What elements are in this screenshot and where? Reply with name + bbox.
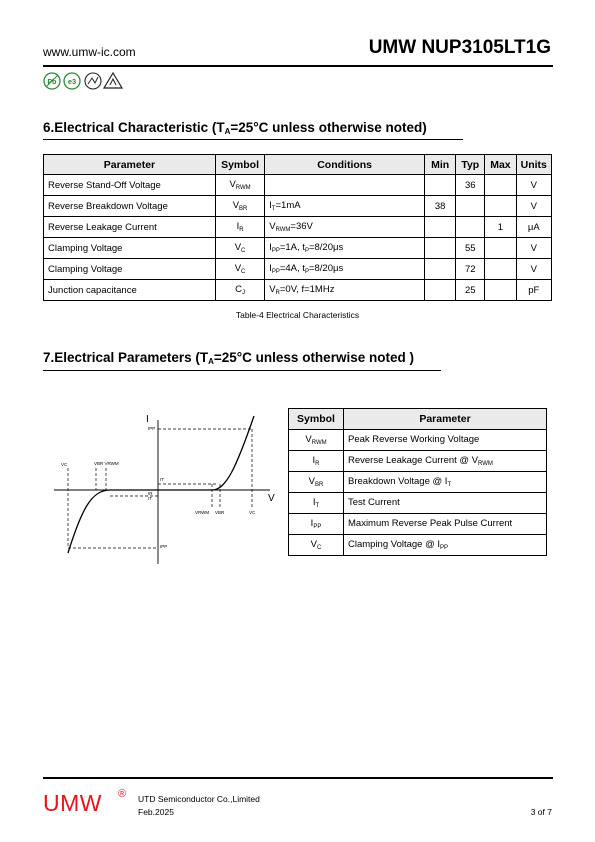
table-row [44,238,552,259]
parameter-cell: Reverse Stand-Off Voltage [44,175,216,196]
col-header-max: Max [485,155,516,175]
ipp-top-label: IPP [148,426,156,431]
min-cell [425,175,456,196]
section-6-heading: 6.Electrical Characteristic ($T_A=25^\circ C$ unless otherwise noted) [43,120,427,136]
col-header-parameter: Parameter [44,155,216,175]
table-row [289,472,547,493]
section-6-underline [43,139,463,140]
symbol-cell: $V_C$ [215,238,264,259]
max-cell [485,196,516,217]
symbol-cell: $V_{RWM}$ [215,175,264,196]
header-rule [43,65,553,67]
company-name: UTD Semiconductor Co.,Limited [138,794,260,804]
units-cell: pF [516,280,551,301]
svg-text:Pb: Pb [47,79,57,86]
typ-cell: 72 [456,259,485,280]
parameter-cell: Test Current [344,493,547,514]
table-row [44,280,552,301]
table-row [289,493,547,514]
axis-v-label: V [268,493,275,504]
symbol-cell: $I_T$ [289,493,344,514]
symbol-cell: $V_C$ [215,259,264,280]
table-row [44,196,552,217]
vc-right-label: VC [249,510,256,515]
col-header-symbol: Symbol [215,155,264,175]
registered-mark: ® [118,788,127,800]
it-bottom-label: IT [148,496,152,501]
conditions-cell: $I_T=1mA$ [265,196,425,217]
ipp-bottom-label: IPP [160,544,168,549]
col-header-parameter: Parameter [344,409,547,430]
conditions-cell: $I_{PP}=1A$, $t_P=8/20\mu s$ [265,238,425,259]
parameter-cell: Maximum Reverse Peak Pulse Current [344,514,547,535]
max-cell [485,280,516,301]
svg-text:e3: e3 [67,77,77,86]
esd-warning-icon [104,73,122,88]
units-cell: μA [516,217,551,238]
parameter-cell: Breakdown Voltage @ $I_T$ [344,472,547,493]
parameter-cell: Clamping Voltage [44,238,216,259]
typ-cell [456,196,485,217]
symbol-cell: $V_{BR}$ [289,472,344,493]
table-row [289,451,547,472]
typ-cell [456,217,485,238]
col-header-symbol: Symbol [289,409,344,430]
table-row [289,514,547,535]
min-cell [425,217,456,238]
units-cell: V [516,238,551,259]
max-cell [485,238,516,259]
min-cell: 38 [425,196,456,217]
page-number: 3 of 7 [530,807,552,817]
axis-i-label: I [146,414,149,425]
conditions-cell [265,175,425,196]
symbol-cell: $V_{RWM}$ [289,430,344,451]
conditions-cell: $V_{RWM}=36V$ [265,217,425,238]
table-row [289,535,547,556]
col-header-typ: Typ [456,155,485,175]
table-row [44,259,552,280]
units-cell: V [516,259,551,280]
parameter-cell: Peak Reverse Working Voltage [344,430,547,451]
symbol-cell: $I_R$ [215,217,264,238]
symbol-cell: $I_R$ [289,451,344,472]
vc-left-label: VC [61,462,68,467]
min-cell [425,259,456,280]
vbr-vrwm-label: VBR VRWM [94,461,119,466]
it-top-label: IT [160,477,164,482]
table-4-caption: Table-4 Electrical Characteristics [235,310,360,320]
typ-cell: 25 [456,280,485,301]
max-cell [485,175,516,196]
umw-logo: UMW [43,790,102,816]
max-cell: 1 [485,217,516,238]
parameter-cell: Clamping Voltage [44,259,216,280]
col-header-min: Min [425,155,456,175]
table-row [289,430,547,451]
symbol-cell: $V_C$ [289,535,344,556]
reference-lines [68,429,252,548]
section-7-heading: 7.Electrical Parameters ($T_A=25^\circ C$ unless otherwise noted ) [43,350,414,366]
footer-rule [43,777,553,779]
e3-icon [64,73,80,89]
section-7-underline [43,370,441,371]
vrwm-label: VRWM [195,510,210,515]
symbol-cell: $C_J$ [215,280,264,301]
symbol-cell: $I_{PP}$ [289,514,344,535]
conditions-cell: $V_R=0V$, f=1MHz [265,280,425,301]
min-cell [425,238,456,259]
typ-cell: 36 [456,175,485,196]
part-number-title: UMW NUP3105LT1G [368,37,551,58]
electrical-characteristics-table [43,154,552,301]
iv-characteristic-diagram [50,408,280,568]
website-url[interactable]: www.umw-ic.com [43,45,136,59]
symbol-cell: $V_{BR}$ [215,196,264,217]
vbr-label: VBR [215,510,225,515]
document-date: Feb.2025 [138,807,174,817]
parameter-cell: Clamping Voltage @ $I_{PP}$ [344,535,547,556]
parameter-cell: Reverse Leakage Current [44,217,216,238]
max-cell [485,259,516,280]
parameter-cell: Reverse Leakage Current @ $V_{RWM}$ [344,451,547,472]
table-row [44,217,552,238]
lead-free-icon [44,73,60,89]
symbol-parameter-table [288,408,547,556]
col-header-units: Units [516,155,551,175]
typ-cell: 55 [456,238,485,259]
conditions-cell: $I_{PP}=4A$, $t_P=8/20\mu s$ [265,259,425,280]
units-cell: V [516,175,551,196]
parameter-cell: Junction capacitance [44,280,216,301]
parameter-cell: Reverse Breakdown Voltage [44,196,216,217]
min-cell [425,280,456,301]
rohs-icon [85,73,101,89]
table-row [44,175,552,196]
compliance-badges [43,72,127,90]
ir-label: IR [148,491,153,496]
units-cell: V [516,196,551,217]
col-header-conditions: Conditions [265,155,425,175]
